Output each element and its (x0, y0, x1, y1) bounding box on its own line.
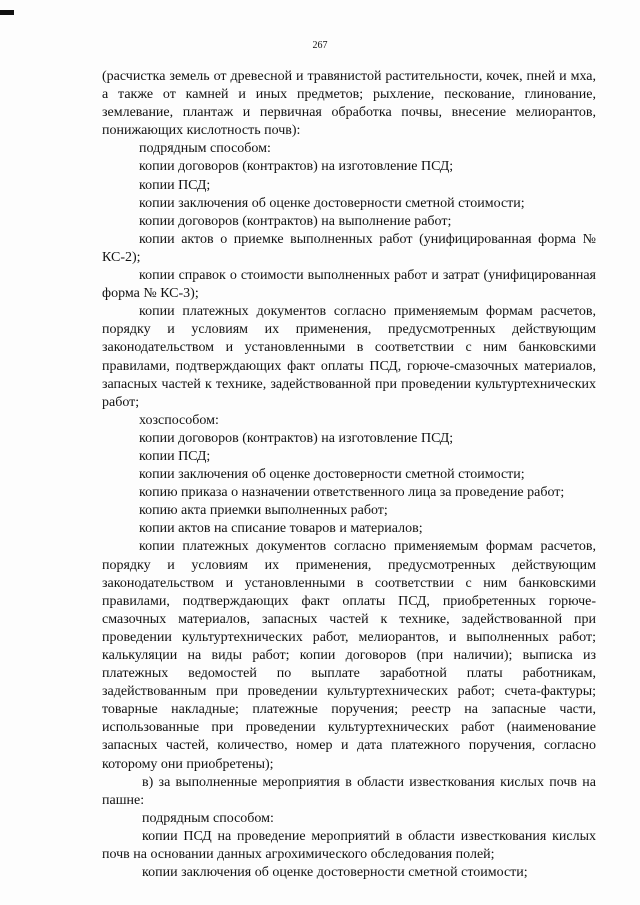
paragraph: копии актов о приемке выполненных работ (унифицированная форма № КС-2); (102, 231, 596, 265)
paragraph: копии платежных документов согласно применяемым формам расчетов, порядку и условиям их применения, предусмотренных действующим законодательством и установленными в соответствии с ним банковскими правилами, подтверждающих факт оплаты ПСД, приобретенных горюче-смазочных материалов, запасных частей к технике, задействованной при проведении культуртехнических работ, мелиорантов, и выполненных работ; калькуляции на виды работ; копии договоров (при наличии); выписка из платежных ведомостей по выплате заработной платы работникам, задействованным при проведении культуртехнических работ; счета-фактуры; товарные накладные; платежные поручения; реестр на запасные части, использованные при проведении культуртехнических работ (наименование запасных частей, количество, номер и дата платежного поручения, согласно которому они приобретены); (102, 539, 596, 772)
paragraph: (расчистка земель от древесной и травянистой растительности, кочек, пней и мха, а также от камней и иных предметов; рыхление, пескование, глинование, землевание, плантаж и первичная обработка почвы, внесение мелиорантов, понижающих кислотность почв): (102, 69, 596, 139)
paragraph: копии договоров (контрактов) на изготовление ПСД; (139, 159, 454, 175)
paragraph: копию приказа о назначении ответственного лица за проведение работ; (139, 485, 565, 501)
paragraph: хозспособом: (139, 412, 219, 428)
body-text (102, 68, 596, 882)
paragraph: копии заключения об оценке достоверности сметной стоимости; (142, 865, 528, 881)
paragraph: копии справок о стоимости выполненных работ и затрат (унифицированная форма № КС-3); (102, 268, 596, 302)
paragraph: копии ПСД; (139, 448, 211, 464)
paragraph: подрядным способом: (142, 810, 274, 826)
page-number: 267 (312, 40, 328, 51)
paragraph: копии ПСД; (139, 177, 211, 193)
scan-edge-mark (0, 10, 14, 15)
paragraph: в) за выполненные мероприятия в области известкования кислых почв на пашне: (102, 774, 596, 808)
paragraph: подрядным способом: (139, 141, 271, 157)
paragraph: копии актов на списание товаров и материалов; (139, 521, 423, 537)
paragraph: копию акта приемки выполненных работ; (139, 503, 388, 519)
paragraph: копии платежных документов согласно применяемым формам расчетов, порядку и условиям их применения, предусмотренных действующим законодательством и установленными в соответствии с ним банковскими правилами, подтверждающих факт оплаты ПСД, горюче-смазочных материалов, запасных частей к технике, задействованной при проведении культуртехнических работ; (102, 304, 596, 410)
paragraph: копии договоров (контрактов) на изготовление ПСД; (139, 430, 454, 446)
paragraph: копии договоров (контрактов) на выполнение работ; (139, 213, 452, 229)
paragraph: копии заключения об оценке достоверности сметной стоимости; (139, 467, 525, 483)
paragraph: копии ПСД на проведение мероприятий в области известкования кислых почв на основании данных агрохимического обследования полей; (102, 828, 596, 863)
paragraph: копии заключения об оценке достоверности сметной стоимости; (139, 195, 525, 211)
